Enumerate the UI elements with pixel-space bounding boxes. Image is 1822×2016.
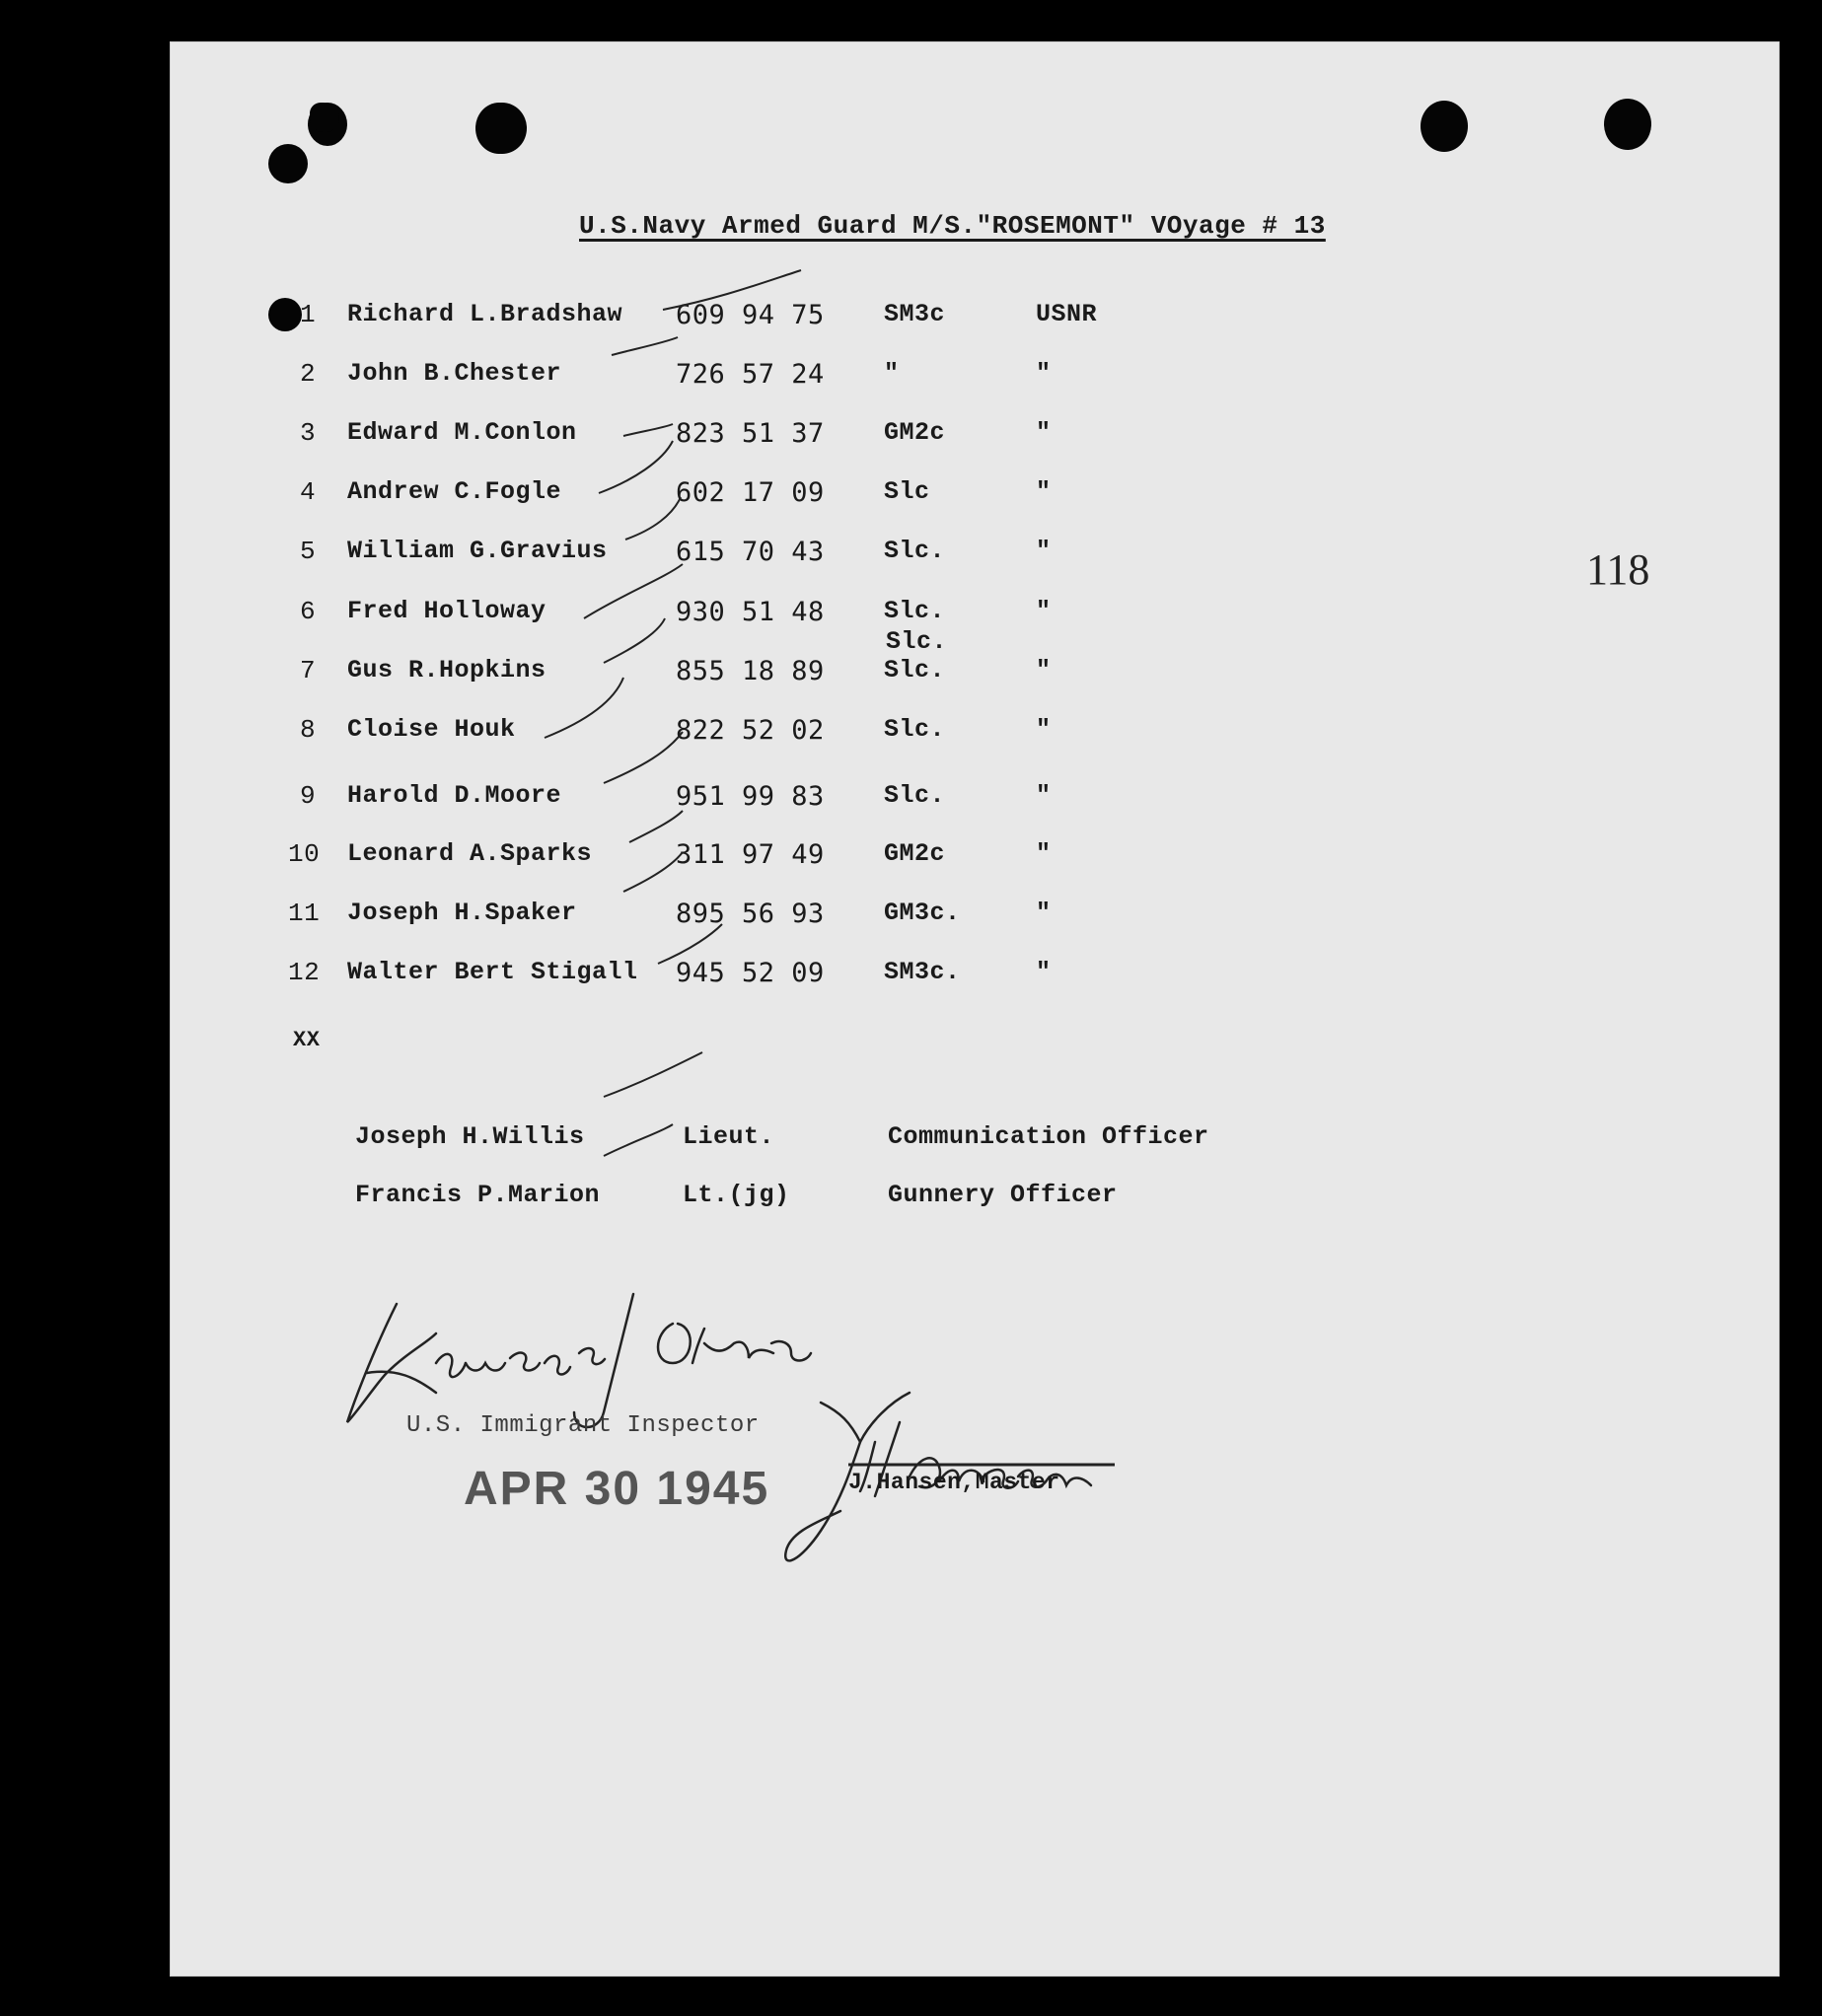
crew-rate: Slc. [884,537,946,565]
service-number: 945 52 09 [676,958,825,988]
crew-name: Joseph H.Spaker [347,899,577,927]
crew-branch: " [1036,477,1052,506]
crew-branch: " [1036,418,1052,447]
crew-rate: Slc. [884,656,946,684]
crew-branch: USNR [1036,300,1098,328]
crew-name: Fred Holloway [347,597,547,625]
crew-name: Andrew C.Fogle [347,477,562,506]
row-number: 2 [300,359,317,389]
master-underline [848,1462,1115,1468]
crew-name: Gus R.Hopkins [347,656,547,684]
list-marker: XX [293,1028,321,1052]
rate-annotation: Slc. [886,627,948,656]
officer-role: Communication Officer [888,1122,1209,1151]
crew-rate: Slc. [884,597,946,625]
crew-name: Harold D.Moore [347,781,562,810]
row-number: 5 [300,537,317,566]
row-number: 7 [300,656,317,685]
crew-name: Richard L.Bradshaw [347,300,623,328]
check-marks [170,41,1780,1977]
row-number: 11 [288,899,321,928]
officer-name: Francis P.Marion [355,1181,601,1209]
service-number: 951 99 83 [676,781,825,812]
inspector-title: U.S. Immigrant Inspector [406,1412,760,1439]
service-number: 726 57 24 [676,359,825,390]
crew-rate: Slc. [884,715,946,744]
row-number: 6 [300,597,317,626]
crew-rate: SM3c [884,300,946,328]
service-number: 609 94 75 [676,300,825,330]
crew-rate: Slc. [884,781,946,810]
service-number: 602 17 09 [676,477,825,508]
service-number: 930 51 48 [676,597,825,627]
document-page [170,41,1780,1977]
crew-name: Cloise Houk [347,715,516,744]
crew-branch: " [1036,656,1052,684]
crew-rate: GM2c [884,418,946,447]
crew-branch: " [1036,839,1052,868]
date-stamp: APR 30 1945 [464,1463,770,1515]
crew-branch: " [1036,537,1052,565]
row-number: 8 [300,715,317,745]
officer-rank: Lt.(jg) [683,1181,790,1209]
document-title: U.S.Navy Armed Guard M/S."ROSEMONT" VOyage # 13 [579,211,1326,241]
service-number: 822 52 02 [676,715,825,746]
crew-branch: " [1036,958,1052,986]
service-number: 615 70 43 [676,537,825,567]
row-number: 10 [288,839,321,869]
crew-name: Edward M.Conlon [347,418,577,447]
crew-name: Leonard A.Sparks [347,839,593,868]
officer-role: Gunnery Officer [888,1181,1118,1209]
master-title: J.Hansen,Master [848,1470,1060,1495]
page-number: 118 [1586,545,1650,594]
row-number: 4 [300,477,317,507]
crew-rate: SM3c. [884,958,961,986]
row-number: 1 [300,300,317,329]
crew-rate: Slc [884,477,930,506]
crew-rate: GM2c [884,839,946,868]
service-number: 895 56 93 [676,899,825,929]
officer-rank: Lieut. [683,1122,775,1151]
crew-branch: " [1036,781,1052,810]
service-number: 855 18 89 [676,656,825,686]
crew-rate: " [884,359,900,388]
row-number: 9 [300,781,317,811]
crew-name: William G.Gravius [347,537,608,565]
crew-branch: " [1036,715,1052,744]
crew-name: Walter Bert Stigall [347,958,638,986]
crew-name: John B.Chester [347,359,562,388]
row-number: 12 [288,958,321,987]
crew-branch: " [1036,597,1052,625]
crew-branch: " [1036,359,1052,388]
crew-branch: " [1036,899,1052,927]
crew-rate: GM3c. [884,899,961,927]
service-number: 311 97 49 [676,839,825,870]
row-number: 3 [300,418,317,448]
officer-name: Joseph H.Willis [355,1122,585,1151]
service-number: 823 51 37 [676,418,825,449]
